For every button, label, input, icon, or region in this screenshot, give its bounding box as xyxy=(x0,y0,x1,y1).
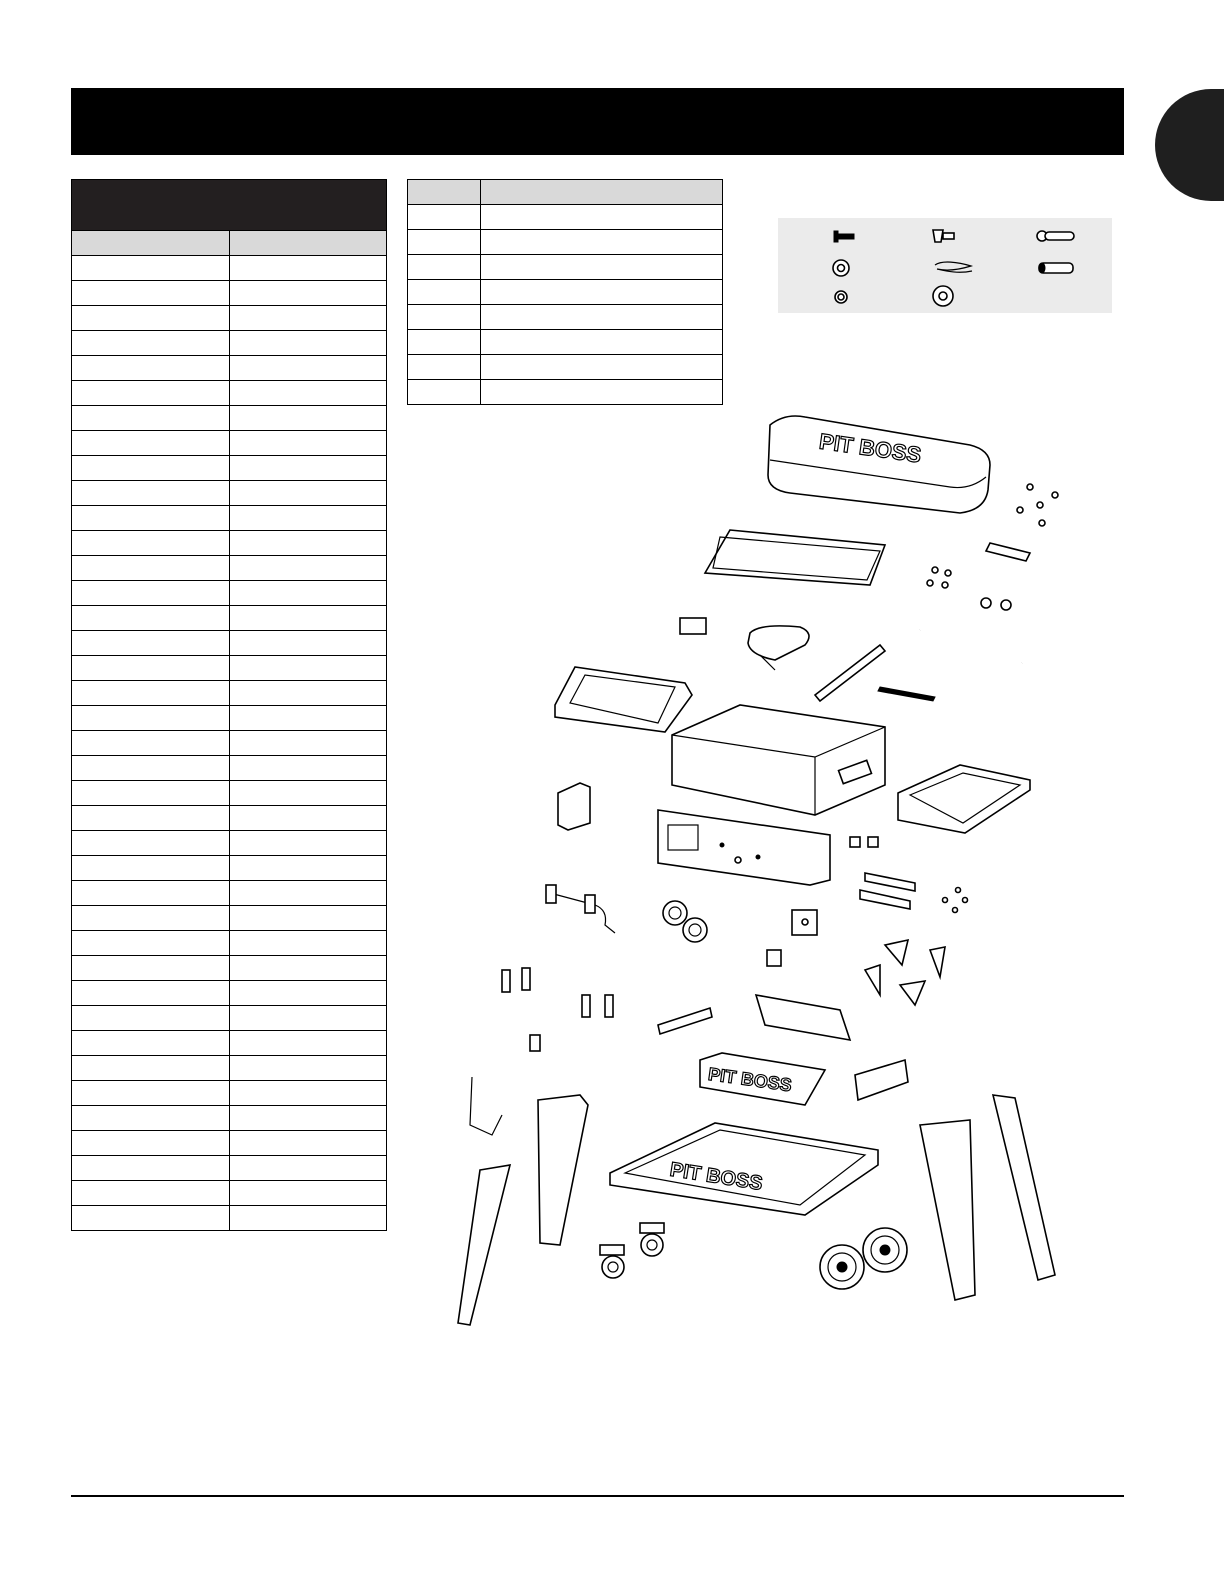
cell-description xyxy=(229,256,387,281)
cell-description xyxy=(229,1106,387,1131)
parts-list-table-left xyxy=(71,179,387,1231)
cell-description xyxy=(229,1056,387,1081)
cell-no xyxy=(72,731,230,756)
cell-description xyxy=(481,330,723,355)
cell-no xyxy=(72,906,230,931)
hinge-brackets-left xyxy=(502,968,613,1017)
cell-no xyxy=(72,581,230,606)
cell-no xyxy=(72,1181,230,1206)
cell-description xyxy=(481,280,723,305)
igniter-button xyxy=(767,950,781,966)
header-no xyxy=(72,231,230,256)
screw-cluster-mid xyxy=(927,567,951,588)
cell-description xyxy=(229,906,387,931)
cell-description xyxy=(481,355,723,380)
left-side-shelf xyxy=(555,667,692,732)
table-title xyxy=(72,180,387,231)
table-row xyxy=(72,381,387,406)
cell-description xyxy=(229,856,387,881)
cell-description xyxy=(229,431,387,456)
burner-loop xyxy=(748,626,809,670)
shelf-logo: PIT BOSS xyxy=(668,1158,765,1196)
cell-no xyxy=(72,606,230,631)
cell-no xyxy=(72,756,230,781)
table-row xyxy=(72,506,387,531)
cell-description xyxy=(229,1156,387,1181)
cell-no xyxy=(72,631,230,656)
header-description xyxy=(481,180,723,205)
cell-description xyxy=(481,255,723,280)
igniter-box xyxy=(558,783,590,830)
page-tab xyxy=(1155,89,1224,201)
burner-tube xyxy=(815,645,885,701)
washer-icon xyxy=(833,260,849,276)
table-row xyxy=(408,330,723,355)
small-brackets xyxy=(850,837,878,847)
cell-description xyxy=(229,556,387,581)
cell-no xyxy=(72,456,230,481)
table-row xyxy=(408,355,723,380)
cell-description xyxy=(229,531,387,556)
table-title-row xyxy=(72,180,387,231)
cell-no xyxy=(72,1006,230,1031)
cell-description xyxy=(229,606,387,631)
cell-no xyxy=(408,380,481,405)
side-connector xyxy=(855,1060,908,1100)
cell-no xyxy=(72,956,230,981)
table-row xyxy=(72,856,387,881)
cell-no xyxy=(72,331,230,356)
cell-no xyxy=(72,706,230,731)
cell-no xyxy=(408,330,481,355)
tank-bracket xyxy=(658,1008,712,1034)
cell-description xyxy=(229,756,387,781)
cell-description xyxy=(481,230,723,255)
latch xyxy=(530,1035,540,1051)
table-row xyxy=(72,1156,387,1181)
rear-right-leg xyxy=(993,1095,1055,1280)
table-header-row xyxy=(408,180,723,205)
cell-no xyxy=(72,856,230,881)
cell-description xyxy=(229,1006,387,1031)
table-row xyxy=(72,631,387,656)
grease-bracket xyxy=(986,543,1030,561)
front-handle xyxy=(920,624,1026,663)
table-row xyxy=(72,406,387,431)
screw-cluster-low xyxy=(943,888,968,913)
rear-panel xyxy=(756,995,850,1040)
cell-no xyxy=(72,506,230,531)
header-no xyxy=(408,180,481,205)
rear-wheels xyxy=(820,1228,907,1289)
table-row xyxy=(72,831,387,856)
table-row xyxy=(72,656,387,681)
cell-description xyxy=(229,481,387,506)
cell-description xyxy=(481,305,723,330)
lid-logo: PIT BOSS xyxy=(817,428,923,468)
footer-rule xyxy=(71,1495,1124,1497)
cell-description xyxy=(229,356,387,381)
rear-left-leg xyxy=(538,1095,588,1245)
cell-no xyxy=(72,806,230,831)
front-logo: PIT BOSS xyxy=(706,1063,793,1096)
cell-description xyxy=(229,956,387,981)
cell-description xyxy=(229,831,387,856)
cell-description xyxy=(229,381,387,406)
section-header-bar xyxy=(71,88,1124,155)
cell-no xyxy=(72,406,230,431)
front-right-leg xyxy=(920,1120,975,1300)
cell-description xyxy=(229,406,387,431)
cell-no xyxy=(72,1031,230,1056)
table-row xyxy=(72,306,387,331)
heat-strip xyxy=(878,687,935,701)
cell-no xyxy=(408,230,481,255)
hardware-box xyxy=(778,218,1112,313)
table-row xyxy=(408,305,723,330)
cell-no xyxy=(72,1206,230,1231)
tool-hook xyxy=(470,1077,502,1135)
cell-description xyxy=(229,1131,387,1156)
washer-pair xyxy=(981,598,1011,610)
parts-list-table-right xyxy=(407,179,723,405)
griddle-plate xyxy=(705,530,885,585)
cell-description xyxy=(481,205,723,230)
table-row xyxy=(72,456,387,481)
caster-wheels xyxy=(600,1223,664,1278)
grease-cup xyxy=(680,618,706,634)
cell-description xyxy=(229,681,387,706)
griddle-lid xyxy=(768,416,990,513)
table-row xyxy=(72,781,387,806)
leg-caps xyxy=(865,940,945,1005)
cell-no xyxy=(72,831,230,856)
cell-no xyxy=(72,356,230,381)
cell-no xyxy=(72,281,230,306)
table-row xyxy=(72,956,387,981)
table-row xyxy=(408,380,723,405)
table-row xyxy=(72,256,387,281)
table-row xyxy=(408,205,723,230)
front-logo-plate xyxy=(700,1053,825,1105)
r-clip-icon xyxy=(935,262,972,272)
cell-no xyxy=(408,280,481,305)
shoulder-bolt-icon xyxy=(933,230,954,242)
table-row xyxy=(72,1131,387,1156)
hardware-icons xyxy=(778,218,1112,313)
cell-no xyxy=(72,681,230,706)
cell-description xyxy=(229,1031,387,1056)
table-row xyxy=(72,1056,387,1081)
table-row xyxy=(72,756,387,781)
pin-icon xyxy=(1037,231,1074,241)
control-knobs xyxy=(663,901,707,942)
cell-no xyxy=(72,1056,230,1081)
right-side-shelf xyxy=(898,765,1030,833)
cell-description xyxy=(229,281,387,306)
cell-description xyxy=(229,931,387,956)
cell-no xyxy=(72,256,230,281)
control-panel xyxy=(658,810,830,885)
cell-no xyxy=(72,381,230,406)
bolt-icon xyxy=(834,231,854,242)
cell-no xyxy=(72,1131,230,1156)
table-row xyxy=(72,331,387,356)
cell-description xyxy=(229,631,387,656)
table-row xyxy=(72,481,387,506)
cell-no xyxy=(72,556,230,581)
cell-no xyxy=(72,781,230,806)
table-row xyxy=(72,881,387,906)
cell-no xyxy=(72,931,230,956)
cell-no xyxy=(72,531,230,556)
table-row xyxy=(72,906,387,931)
igniter-module xyxy=(792,910,817,935)
table-row xyxy=(72,1006,387,1031)
cell-description xyxy=(229,981,387,1006)
table-row xyxy=(72,531,387,556)
cell-no xyxy=(408,305,481,330)
cell-description xyxy=(229,731,387,756)
cell-no xyxy=(408,255,481,280)
table-row xyxy=(72,1031,387,1056)
table-header-row xyxy=(72,231,387,256)
table-row xyxy=(72,931,387,956)
lock-washer-icon xyxy=(835,291,847,303)
cell-description xyxy=(229,581,387,606)
cell-no xyxy=(72,1081,230,1106)
cell-description xyxy=(229,1181,387,1206)
screw-cluster-top xyxy=(1017,484,1058,526)
table-row xyxy=(72,1206,387,1231)
cell-no xyxy=(408,205,481,230)
firebox xyxy=(672,705,885,815)
table-row xyxy=(72,706,387,731)
table-row xyxy=(72,556,387,581)
table-row xyxy=(72,1106,387,1131)
cell-description xyxy=(229,881,387,906)
cell-description xyxy=(229,306,387,331)
cell-description xyxy=(229,806,387,831)
table-row xyxy=(72,581,387,606)
table-row xyxy=(72,1181,387,1206)
table-row xyxy=(72,281,387,306)
cell-description xyxy=(229,1206,387,1231)
cell-description xyxy=(229,456,387,481)
gas-manifold xyxy=(546,885,615,933)
table-row xyxy=(408,255,723,280)
cell-description xyxy=(229,331,387,356)
table-row xyxy=(408,230,723,255)
cell-description xyxy=(481,380,723,405)
cell-description xyxy=(229,506,387,531)
cell-no xyxy=(72,1106,230,1131)
bottom-shelf xyxy=(610,1123,878,1215)
sleeve-icon xyxy=(1039,263,1073,273)
cell-description xyxy=(229,656,387,681)
cell-description xyxy=(229,706,387,731)
cell-no xyxy=(72,656,230,681)
table-row xyxy=(72,806,387,831)
cell-no xyxy=(72,306,230,331)
table-row xyxy=(72,681,387,706)
cell-no xyxy=(72,481,230,506)
front-left-leg xyxy=(458,1165,510,1325)
cell-description xyxy=(229,1081,387,1106)
table-row xyxy=(72,981,387,1006)
table-row xyxy=(408,280,723,305)
cell-no xyxy=(72,881,230,906)
exploded-parts-diagram xyxy=(430,405,1110,1345)
cell-no xyxy=(72,431,230,456)
cell-no xyxy=(72,981,230,1006)
table-row xyxy=(72,431,387,456)
rail-brackets xyxy=(860,873,915,909)
table-row xyxy=(72,356,387,381)
flat-washer-icon xyxy=(933,286,953,306)
cell-no xyxy=(72,1156,230,1181)
table-row xyxy=(72,606,387,631)
header-description xyxy=(229,231,387,256)
cell-description xyxy=(229,781,387,806)
table-row xyxy=(72,1081,387,1106)
cell-no xyxy=(408,355,481,380)
table-row xyxy=(72,731,387,756)
